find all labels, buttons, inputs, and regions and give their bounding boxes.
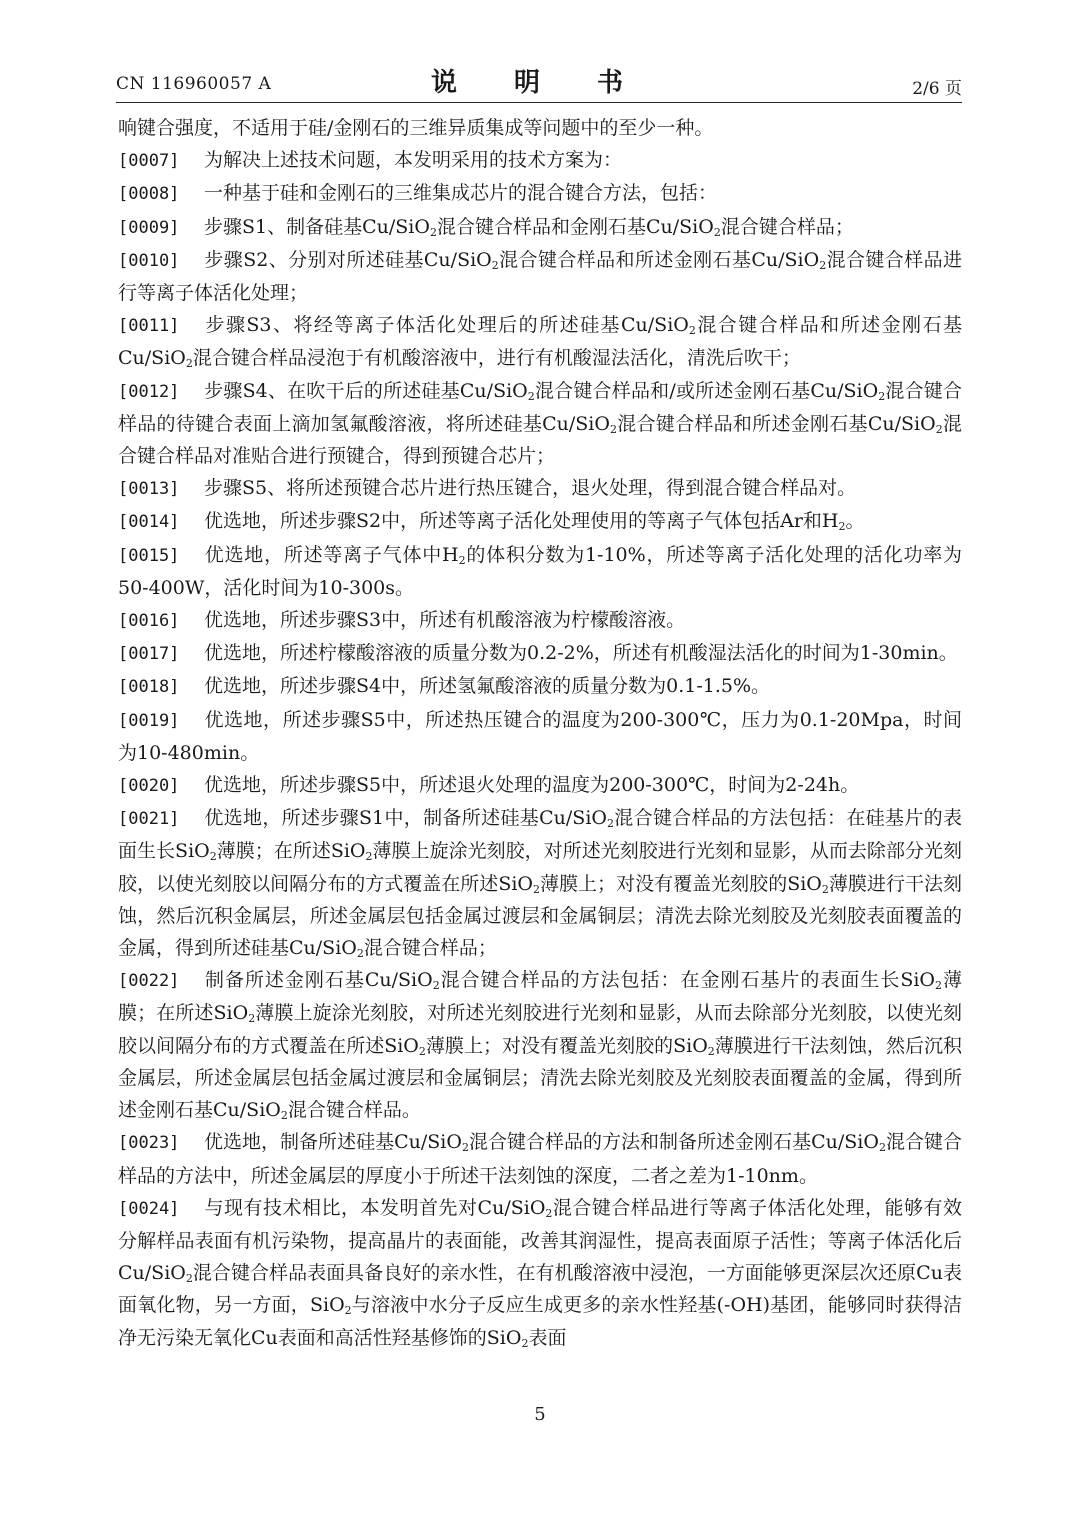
paragraph-number: [0023] (118, 1133, 180, 1154)
paragraph-text: 优选地，所述步骤S5中，所述退火处理的温度为200-300℃，时间为2-24h。 (204, 774, 860, 797)
paragraph (118, 802, 962, 964)
paragraph-text: 优选地，所述步骤S4中，所述氢氟酸溶液的质量分数为0.1-1.5%。 (204, 675, 771, 698)
paragraph-number: [0012] (118, 381, 180, 402)
paragraph-number: [0024] (118, 1198, 180, 1219)
paragraph-number: [0008] (118, 184, 180, 205)
paragraph-text: 优选地，所述步骤S2中，所述等离子活化处理使用的等离子气体包括Ar和$H_2$。 (204, 510, 865, 534)
paragraph (118, 211, 962, 244)
paragraph-text: 优选地，制备所述硅基Cu/SiO$_2$混合键合样品的方法和制备所述金刚石基Cu/SiO$_2$混合键合样品的方法中，所述金属层的厚度小于所述干法刻蚀的深度，二者之差为1-10nm。 (118, 1131, 962, 1187)
paragraph-text: 制备所述金刚石基Cu/SiO$_2$混合键合样品的方法包括：在金刚石基片的表面生长SiO$_2$薄膜；在所述SiO$_2$薄膜上旋涂光刻胶，对所述光刻胶进行光刻和显影，从而去除部分光刻胶，以使光刻胶以间隔分布的方式覆盖在所述SiO$_2$薄膜上；对没有覆盖光刻胶的SiO$_2$薄膜进行干法刻蚀，然后沉积金属层，所述金属层包括金属过渡层和金属铜层；清洗去除光刻胶及光刻胶表面覆盖的金属，得到所述金刚石基Cu/SiO$_2$混合键合样品。 (118, 969, 962, 1123)
paragraph-number: [0022] (118, 971, 180, 992)
page-number: 5 (534, 1404, 546, 1425)
paragraph (118, 604, 962, 637)
paragraph-number: [0007] (118, 151, 180, 172)
paragraph (118, 769, 962, 802)
paragraph-text: 为解决上述技术问题，本发明采用的技术方案为： (204, 149, 623, 172)
paragraph (118, 309, 962, 374)
paragraph-text: 步骤S3、将经等离子体活化处理后的所述硅基Cu/SiO$_2$混合键合样品和所述金刚石基Cu/SiO$_2$混合键合样品浸泡于有机酸溶液中，进行有机酸湿法活化，清洗后吹干； (118, 314, 962, 371)
paragraph-text: 与现有技术相比，本发明首先对Cu/SiO$_2$混合键合样品进行等离子体活化处理，能够有效分解样品表面有机污染物，提高晶片的表面能，改善其润湿性，提高表面原子活性；等离子体活化后Cu/SiO$_2$混合键合样品表面具备良好的亲水性，在有机酸溶液中浸泡，一方面能够更深层次还原Cu表面氧化物，另一方面，SiO$_2$与溶液中水分子反应生成更多的亲水性羟基(-OH)基团，能够同时获得洁净无污染无氧化Cu表面和高活性羟基修饰的SiO$_2$表面 (118, 1196, 962, 1350)
paragraph-number: [0018] (118, 677, 180, 698)
paragraph-text: 步骤S5、将所述预键合芯片进行热压键合，退火处理，得到混合键合样品对。 (204, 477, 857, 500)
paragraph-text: 优选地，所述步骤S3中，所述有机酸溶液为柠檬酸溶液。 (204, 609, 686, 632)
paragraph (118, 1192, 962, 1354)
paragraph (118, 637, 962, 670)
paragraph-text: 步骤S4、在吹干后的所述硅基Cu/SiO$_2$混合键合样品和/或所述金刚石基Cu/SiO$_2$混合键合样品的待键合表面上滴加氢氟酸溶液，将所述硅基Cu/SiO$_2$混合键合样品和所述金刚石基Cu/SiO$_2$混合键合样品对准贴合进行预键合，得到预键合芯片； (118, 379, 963, 468)
paragraph (118, 144, 962, 177)
paragraph-number: [0013] (118, 479, 180, 500)
paragraph-number: [0011] (118, 316, 180, 337)
paragraph (118, 244, 962, 309)
paragraph-text: 优选地，所述等离子气体中$H_2$的体积分数为1-10%，所述等离子活化处理的活化功率为50-400W，活化时间为10-300s。 (118, 543, 962, 599)
paragraph-text: 步骤S1、制备硅基Cu/SiO$_2$混合键合样品和金刚石基Cu/SiO$_2$混合键合样品； (204, 215, 854, 239)
document-body (118, 112, 962, 1354)
paragraph-number: [0015] (118, 545, 180, 566)
paragraph-number: [0016] (118, 611, 180, 632)
paragraph-text: 优选地，所述步骤S1中，制备所述硅基Cu/SiO$_2$混合键合样品的方法包括：在硅基片的表面生长SiO$_2$薄膜；在所述SiO$_2$薄膜上旋涂光刻胶，对所述光刻胶进行光刻和显影，从而去除部分光刻胶，以使光刻胶以间隔分布的方式覆盖在所述SiO$_2$薄膜上；对没有覆盖光刻胶的SiO$_2$薄膜进行干法刻蚀，然后沉积金属层，所述金属层包括金属过渡层和金属铜层；清洗去除光刻胶及光刻胶表面覆盖的金属，得到所述硅基Cu/SiO$_2$混合键合样品； (118, 807, 962, 961)
continued-paragraph: 响键合强度，不适用于硅/金刚石的三维异质集成等问题中的至少一种。 (118, 117, 714, 139)
paragraph-number: [0020] (118, 776, 180, 797)
paragraph-number: [0019] (118, 710, 180, 731)
paragraph (118, 472, 962, 505)
paragraph-number: [0021] (118, 809, 180, 830)
paragraph-text: 优选地，所述柠檬酸溶液的质量分数为0.2-2%，所述有机酸湿法活化的时间为1-30min。 (204, 642, 958, 665)
paragraph-text: 步骤S2、分别对所述硅基Cu/SiO$_2$混合键合样品和所述金刚石基Cu/SiO$_2$混合键合样品进行等离子体活化处理； (118, 248, 962, 305)
paragraph (118, 539, 962, 604)
paragraph (118, 1126, 962, 1191)
page-header (116, 62, 962, 103)
paragraph (118, 375, 962, 473)
paragraph-number: [0010] (118, 250, 180, 271)
paragraph (118, 177, 962, 210)
paragraph-text: 一种基于硅和金刚石的三维集成芯片的混合键合方法，包括： (204, 182, 718, 205)
paragraph (118, 964, 962, 1126)
paragraph-number: [0009] (118, 217, 180, 238)
paragraph-text: 优选地，所述步骤S5中，所述热压键合的温度为200-300℃，压力为0.1-20Mpa，时间为10-480min。 (118, 708, 962, 764)
paragraph (118, 670, 962, 703)
paragraph-number: [0014] (118, 512, 180, 533)
document-title: 说 明 书 (430, 68, 648, 98)
page-count: 2/6 页 (912, 79, 962, 99)
paragraph (118, 704, 962, 769)
paragraph-number: [0017] (118, 644, 180, 665)
paragraph (118, 505, 962, 538)
document-number: CN 116960057 A (116, 74, 272, 94)
